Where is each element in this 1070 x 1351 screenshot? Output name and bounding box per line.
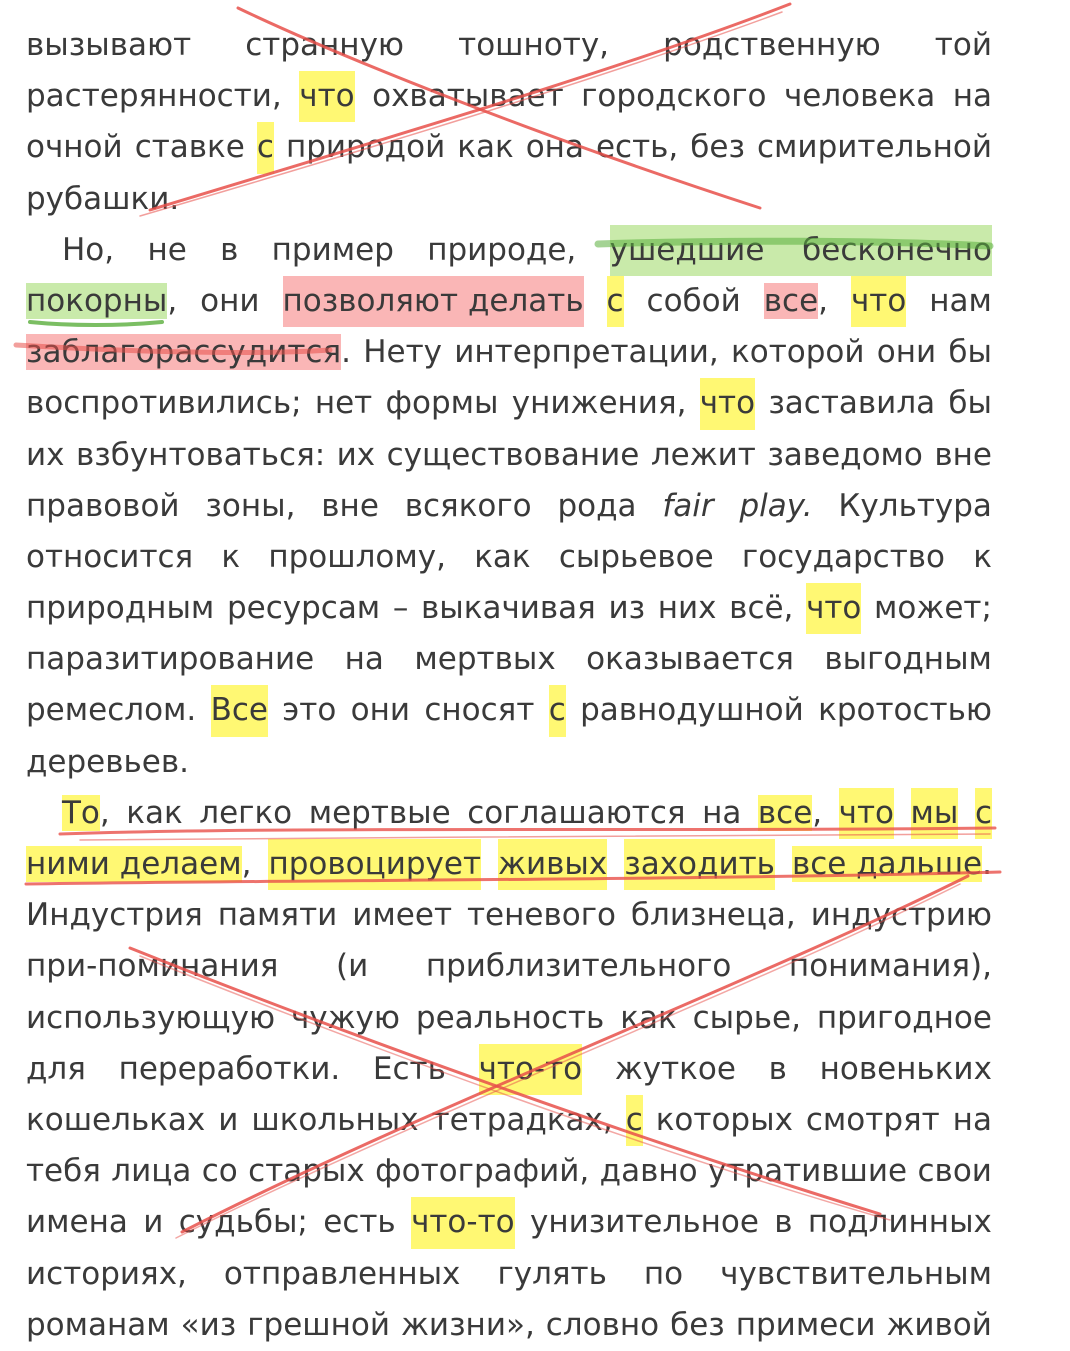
word: интерпретации, [454,334,719,371]
highlighted-word: провоцирует [268,839,481,890]
word: природным [26,590,215,627]
word: подлинных [807,1204,992,1241]
word: сырьевое [558,538,714,575]
text-line [26,685,992,736]
word: относится [26,538,194,575]
word: памяти [217,897,338,934]
green-highlight: покорны [26,282,168,319]
word: в [768,1050,787,1087]
word: использующую [26,999,276,1036]
word-group [26,839,251,890]
text-line [26,174,992,225]
word: как [620,999,677,1036]
text-line-cut-off [26,1300,992,1343]
text-line [26,941,992,992]
word: словно [545,1306,660,1343]
highlighted-word: с [607,276,624,327]
word: Есть [372,1050,446,1087]
word: равнодушной [580,692,804,729]
word: природой [285,129,446,166]
italic-word: fair [662,487,714,524]
word: очной [26,129,123,166]
word: тошноту, [458,27,610,63]
word: их [26,436,65,473]
word: бы [948,385,992,422]
word: из [608,590,646,627]
punctuation: , [818,282,828,319]
word: легко [199,794,293,831]
word: реальность [415,999,605,1036]
word: они [876,334,937,371]
highlighted-word: с [257,122,274,173]
word: школьных [251,1101,419,1138]
text-line [26,481,992,532]
text-line [26,1249,992,1300]
word: чужую [290,999,400,1036]
word: Но, [62,231,115,268]
highlighted-word: что-то [479,1044,583,1095]
word: при-поминания [26,948,279,985]
word: теневого [466,897,616,934]
word: к [973,538,992,575]
word: воспротивились; [26,385,302,422]
word: человека [783,78,936,115]
word: пригодное [816,999,992,1036]
word: имеет [352,897,453,934]
word: – [392,590,409,627]
word: мертвые [308,794,451,831]
word: историях, [26,1255,187,1292]
highlighted-word: все дальше [791,846,983,882]
word: рубашки. [26,180,180,217]
word: растерянности, [26,78,282,115]
highlighted-word: что [806,583,861,634]
text-line [26,1197,992,1248]
word: унизительное [529,1204,759,1241]
text-line [26,1146,992,1197]
word: со [201,1153,238,1190]
word: вне [321,487,379,524]
word: для [26,1050,86,1087]
word: к [221,538,241,575]
punctuation: , [167,282,178,319]
word: без [670,1306,725,1343]
word-group [26,327,351,378]
word: формы [385,385,499,422]
word: Нету [363,334,442,371]
word: отправленных [223,1255,461,1292]
highlighted-word: что [700,378,755,429]
red-highlight: все [763,282,819,319]
word: деревьев. [26,743,189,780]
word: выгодным [824,641,992,678]
word: нет [314,385,373,422]
word: не [147,231,187,268]
word: новеньких [819,1050,992,1087]
word: Индустрия [26,897,203,934]
text-line [26,327,992,378]
word: странную [245,27,405,63]
word-group [26,276,177,327]
word: Культура [838,487,992,524]
word: это [282,692,337,729]
highlighted-word: То [62,794,100,831]
word-group [792,839,992,890]
word: выкачивая [420,590,596,627]
word: по [643,1255,684,1292]
punctuation: , [241,846,252,882]
word: всякого [404,487,532,524]
word-group [764,276,828,327]
word: как [126,794,183,831]
word: природе, [427,231,577,268]
word-group [62,788,110,839]
word: имена [26,1204,128,1241]
word: старых [248,1153,365,1190]
word: и [143,1204,164,1241]
word: давно [599,1153,698,1190]
word: паразитирование [26,641,315,678]
highlighted-word: что [299,71,354,122]
punctuation: , [99,794,110,831]
green-highlight: ушедшие бесконечно [610,225,992,276]
word: без [690,129,745,166]
text-line [26,737,992,788]
text-line [26,71,992,122]
punctuation: , [812,794,823,831]
word: пример [271,231,394,268]
word: переработки. [118,1050,341,1087]
highlighted-word: Все [211,685,268,736]
word: живой [886,1306,992,1343]
word: «из [180,1306,237,1343]
word: в [220,231,239,268]
word: жуткое [614,1050,736,1087]
text-line [26,1095,992,1146]
highlighted-word: все [757,794,813,831]
word: заставила [768,385,936,422]
word: на [952,1101,992,1138]
word: всё, [729,590,794,627]
word: охватывает [372,78,564,115]
word: заведомо [767,436,923,473]
word: есть [323,1204,396,1241]
word: в [774,1204,793,1241]
word: бы [948,334,992,371]
word: на [344,641,384,678]
word: как [474,538,531,575]
word: как [457,129,514,166]
word: их [336,436,376,473]
book-page-text [26,20,992,1343]
text-line [26,20,992,71]
word: кошельках [26,1101,206,1138]
word: лежит [650,436,756,473]
text-line [26,839,992,890]
word: рода [557,487,637,524]
word: она [525,129,584,166]
word: они [200,282,260,319]
word: кротостью [818,692,992,729]
highlighted-word: заходить [624,839,775,890]
highlighted-word: ними делаем [26,846,242,882]
word: которых [655,1101,793,1138]
word: на [952,78,992,115]
word: романам [26,1306,170,1343]
word: мертвых [414,641,556,678]
red-highlight: позволяют делать [283,276,584,327]
word: свои [917,1153,992,1190]
word: понимания), [788,948,992,985]
highlighted-word: живых [498,839,607,890]
highlighted-word: с [626,1095,643,1146]
word: на [702,794,742,831]
word: тетрадках, [431,1101,613,1138]
word: есть, [595,129,679,166]
word: ставке [134,129,245,166]
text-line [26,225,992,276]
word: прошлому, [268,538,446,575]
word: жизни», [401,1306,535,1343]
text-line [26,276,992,327]
word: фотографий, [375,1153,590,1190]
word: лица [111,1153,192,1190]
word: чувствительным [720,1255,992,1292]
word: зоны, [205,487,296,524]
word: той [934,27,992,63]
word: которой [731,334,865,371]
text-line [26,788,992,839]
text-line [26,1044,992,1095]
text-line [26,378,992,429]
word: гулять [497,1255,607,1292]
highlighted-word: с [549,685,566,736]
word: ресурсам [226,590,381,627]
text-line [26,634,992,685]
word: государство [741,538,946,575]
word: правовой [26,487,180,524]
highlighted-word: что [839,788,894,839]
text-line [26,890,992,941]
highlighted-word: что-то [411,1197,515,1248]
highlighted-word: что [851,276,906,327]
word: ремеслом. [26,692,197,729]
word: родственную [663,27,881,63]
word: соглашаются [467,794,686,831]
word: они [350,692,411,729]
word: и [218,1101,239,1138]
word: них [657,590,717,627]
punctuation: . [982,846,992,882]
word: собой [646,282,741,319]
word: взбунтоваться: [75,436,326,473]
word: вне [934,436,992,473]
word: вызывают [26,27,192,63]
word: смирительной [757,129,992,166]
word: городского [581,78,767,115]
word: индустрию [810,897,992,934]
word: судьбы; [178,1204,308,1241]
text-line [26,993,992,1044]
text-line [26,583,992,634]
word: близнеца, [630,897,796,934]
highlighted-word: с [975,788,992,839]
word: грешной [247,1306,391,1343]
word: смотрят [805,1101,940,1138]
word: тебя [26,1153,101,1190]
italic-word: play. [739,487,813,524]
word: существование [386,436,640,473]
word: (и [335,948,369,985]
word: примеси [735,1306,876,1343]
word: может; [874,590,992,627]
word: оказывается [586,641,794,678]
word: нам [929,282,992,319]
word: сырье, [692,999,801,1036]
text-line [26,430,992,481]
word: утратившие [707,1153,908,1190]
word-group [758,788,822,839]
punctuation: . [341,334,351,371]
word: сносят [424,692,535,729]
word: унижения, [511,385,687,422]
red-highlight: заблагорассудится [26,334,342,371]
text-line [26,532,992,583]
highlighted-word: мы [911,788,959,839]
word: приблизительного [425,948,732,985]
text-line [26,122,992,173]
